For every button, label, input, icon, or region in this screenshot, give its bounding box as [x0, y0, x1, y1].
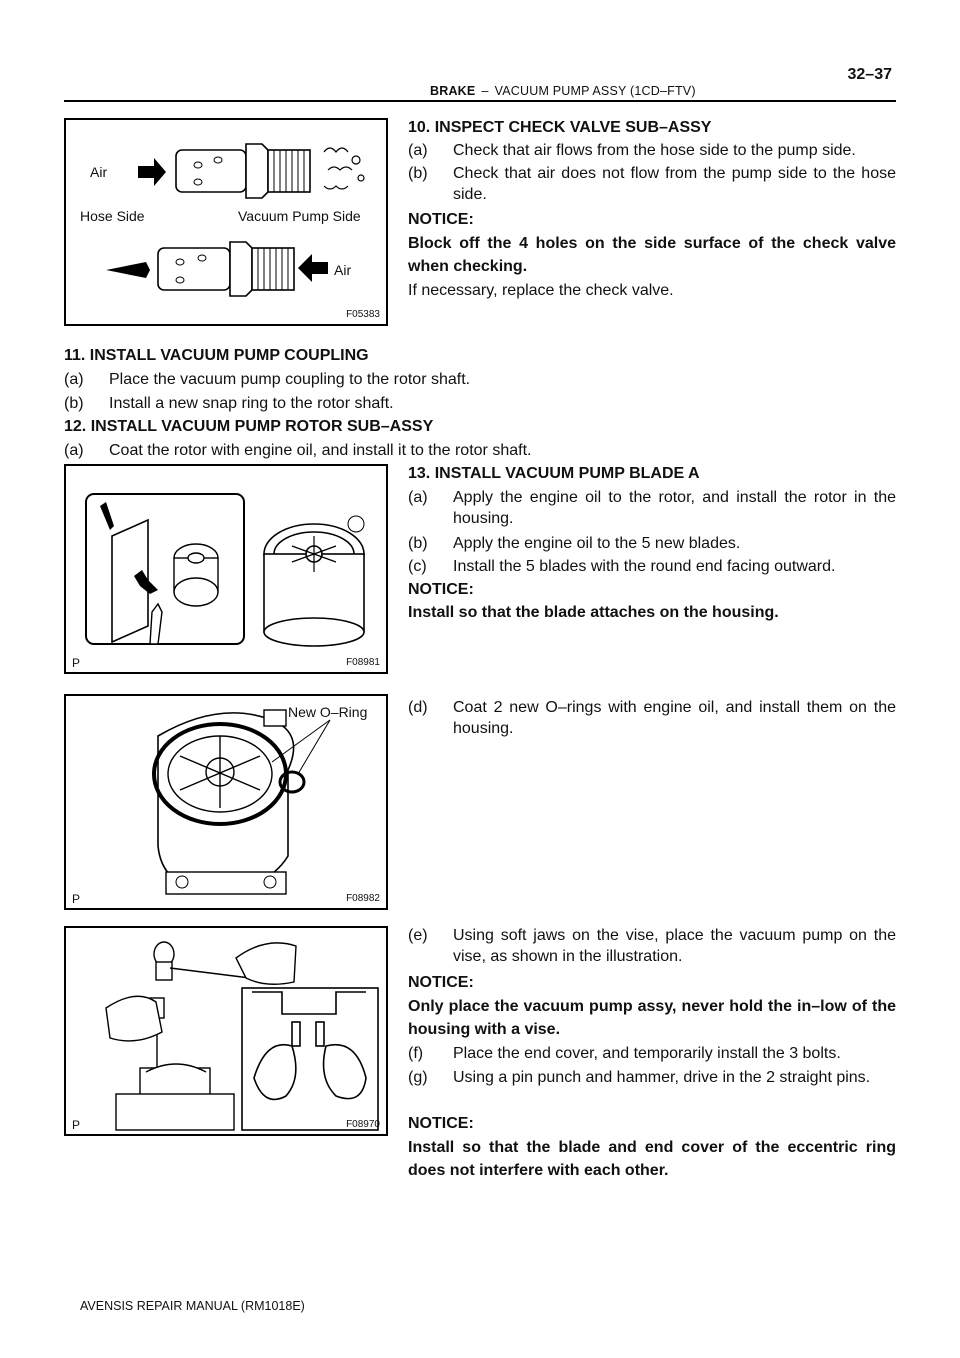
step-13f: [408, 1043, 896, 1064]
step-13c: [408, 556, 896, 577]
notice-label: NOTICE:: [408, 974, 474, 991]
step-13d: [408, 697, 896, 741]
step-marker: (b): [408, 535, 428, 552]
step-marker: (a): [408, 489, 428, 506]
step-marker: (b): [64, 395, 84, 412]
notice-text: Only place the vacuum pump assy, never hold the in–low of the housing with a vise.: [408, 998, 896, 1038]
step-marker: (f): [408, 1045, 424, 1062]
rotor-blades-illustration: [66, 466, 386, 672]
step-11b: [64, 393, 896, 414]
notice-label: NOTICE:: [408, 211, 474, 228]
footer-manual-title: AVENSIS REPAIR MANUAL (RM1018E): [80, 1299, 305, 1313]
step-text: Place the vacuum pump coupling to the rotor shaft.: [109, 371, 471, 388]
step-text: Apply the engine oil to the rotor, and install the rotor in the housing.: [453, 489, 896, 527]
notice-text: Install so that the blade and end cover of the eccentric ring does not interfere with each other.: [408, 1139, 896, 1179]
header-rule: [64, 100, 896, 102]
figure-pin-punch: [64, 926, 388, 1136]
step-13b: [408, 533, 896, 554]
notice-label: NOTICE:: [408, 581, 474, 598]
figure-rotor-blades: [64, 464, 388, 674]
step-text: Check that air does not flow from the pump side to the hose side.: [453, 165, 896, 203]
step-marker: (a): [408, 142, 428, 159]
notice-label: NOTICE:: [408, 1115, 474, 1132]
label-hose-side: Hose Side: [80, 208, 145, 224]
figure-code: F08982: [346, 893, 380, 904]
step-text: Coat the rotor with engine oil, and install it to the rotor shaft.: [109, 442, 532, 459]
step-12a: [64, 440, 896, 461]
step-text: Install a new snap ring to the rotor shaft.: [109, 395, 394, 412]
step-marker: (a): [64, 442, 84, 459]
step-text: Using a pin punch and hammer, drive in the 2 straight pins.: [453, 1069, 871, 1086]
label-new-o-ring: New O–Ring: [288, 704, 368, 720]
step-marker: (b): [408, 165, 428, 182]
figure-check-valve: [64, 118, 388, 326]
step-10a: [408, 140, 896, 161]
step-text: Using soft jaws on the vise, place the vacuum pump on the vise, as shown in the illustration.: [453, 927, 896, 965]
step-13e: [408, 925, 896, 969]
figure-code: F08970: [346, 1119, 380, 1130]
label-air-bottom: Air: [334, 262, 352, 278]
section-name: BRAKE: [430, 84, 476, 98]
step-13-title: 13. INSTALL VACUUM PUMP BLADE A: [408, 465, 700, 482]
step-marker: (a): [64, 371, 84, 388]
figure-p-mark: P: [72, 656, 81, 670]
step-text: Place the end cover, and temporarily install the 3 bolts.: [453, 1045, 841, 1062]
notice-text: Install so that the blade attaches on the housing.: [408, 604, 779, 621]
label-vacuum-pump-side: Vacuum Pump Side: [238, 208, 361, 224]
pin-punch-illustration: [66, 928, 386, 1134]
figure-new-o-ring: [64, 694, 388, 910]
step-text: Coat 2 new O–rings with engine oil, and install them on the housing.: [453, 699, 896, 737]
note-text: If necessary, replace the check valve.: [408, 282, 674, 299]
step-11a: [64, 369, 896, 390]
step-10b: [408, 163, 896, 207]
step-13g: [408, 1067, 896, 1111]
figure-code: F08981: [346, 657, 380, 668]
step-11-title: 11. INSTALL VACUUM PUMP COUPLING: [64, 347, 369, 364]
figure-p-mark: P: [72, 1118, 81, 1132]
figure-code: F05383: [346, 309, 380, 320]
page-number: 32–37: [847, 66, 892, 83]
o-ring-illustration: [66, 696, 386, 908]
notice-text: Block off the 4 holes on the side surface of the check valve when checking.: [408, 235, 896, 275]
step-text: Apply the engine oil to the 5 new blades.: [453, 535, 741, 552]
step-10-title: 10. INSPECT CHECK VALVE SUB–ASSY: [408, 119, 712, 136]
label-air-top: Air: [90, 164, 108, 180]
figure-p-mark: P: [72, 892, 81, 906]
step-text: Check that air flows from the hose side to the pump side.: [453, 142, 856, 159]
step-13a: [408, 487, 896, 531]
step-12-title: 12. INSTALL VACUUM PUMP ROTOR SUB–ASSY: [64, 418, 434, 435]
section-subtitle: VACUUM PUMP ASSY (1CD–FTV): [494, 84, 696, 98]
step-marker: (c): [408, 558, 427, 575]
running-header: [430, 84, 696, 98]
step-marker: (e): [408, 927, 428, 944]
step-text: Install the 5 blades with the round end facing outward.: [453, 558, 836, 575]
step-marker: (d): [408, 699, 428, 716]
step-marker: (g): [408, 1069, 428, 1086]
header-dash: –: [481, 84, 489, 98]
